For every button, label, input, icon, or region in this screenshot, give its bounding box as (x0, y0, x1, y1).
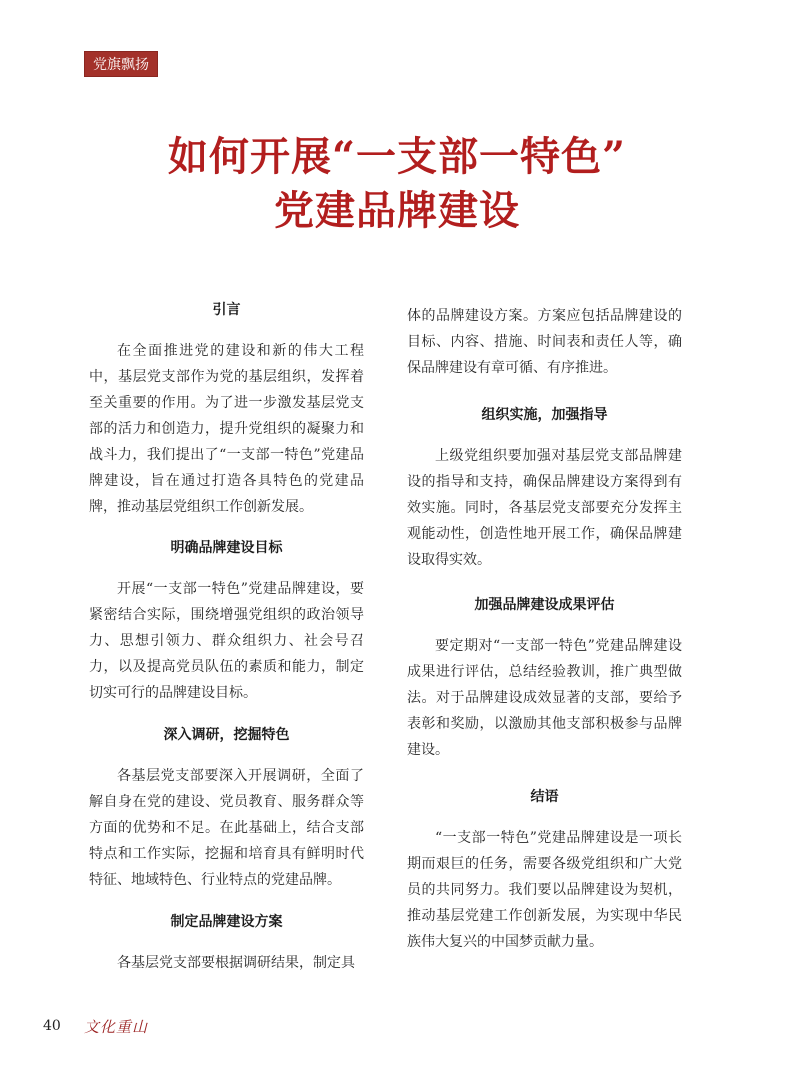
magazine-logo: 文化重山 (84, 1018, 149, 1036)
right-column (407, 303, 682, 955)
research-paragraph: 各基层党支部要深入开展调研，全面了解自身在党的建设、党员教育、服务群众等方面的优势和不足。在此基础上，结合支部特点和工作实际，挖掘和培育具有鲜明时代特征、地域特色、行业特点的党建品牌。 (89, 768, 364, 888)
research-heading: 深入调研，挖掘特色 (163, 727, 290, 743)
conclusion-paragraph: “一支部一特色”党建品牌建设是一项长期而艰巨的任务，需要各级党组织和广大党员的共同努力。我们要以品牌建设为契机，推动基层党建工作创新发展，为实现中华民族伟大复兴的中国梦贡献力量。 (407, 830, 682, 950)
plan-paragraph-start: 各基层党支部要根据调研结果，制定具 (117, 955, 355, 971)
intro-heading: 引言 (212, 302, 241, 318)
conclusion-heading: 结语 (530, 789, 559, 805)
implement-paragraph: 上级党组织要加强对基层党支部品牌建设的指导和支持，确保品牌建设方案得到有效实施。同时，各基层党支部要充分发挥主观能动性，创造性地开展工作，确保品牌建设取得实效。 (407, 448, 682, 568)
goal-heading: 明确品牌建设目标 (170, 540, 283, 556)
left-column (89, 298, 364, 976)
plan-heading: 制定品牌建设方案 (170, 914, 283, 930)
goal-paragraph: 开展“一支部一特色”党建品牌建设，要紧密结合实际，围绕增强党组织的政治领导力、思想引领力、群众组织力、社会号召力，以及提高党员队伍的素质和能力，制定切实可行的品牌建设目标。 (89, 581, 364, 701)
evaluate-paragraph: 要定期对“一支部一特色”党建品牌建设成果进行评估，总结经验教训，推广典型做法。对于品牌建设成效显著的支部，要给予表彰和奖励，以激励其他支部积极参与品牌建设。 (407, 638, 682, 758)
page-number: 40 (43, 1018, 61, 1034)
page-title-line1: 如何开展“一支部一特色” (167, 133, 626, 180)
section-tag: 党旗飘扬 (84, 51, 158, 77)
plan-paragraph-continued: 体的品牌建设方案。方案应包括品牌建设的目标、内容、措施、时间表和责任人等，确保品牌建设有章可循、有序推进。 (407, 308, 682, 376)
page-title-line2: 党建品牌建设 (274, 187, 520, 234)
intro-paragraph: 在全面推进党的建设和新的伟大工程中，基层党支部作为党的基层组织，发挥着至关重要的作用。为了进一步激发基层党支部的活力和创造力，提升党组织的凝聚力和战斗力，我们提出了“一支部一特色”党建品牌建设，旨在通过打造各具特色的党建品牌，推动基层党组织工作创新发展。 (89, 343, 364, 515)
implement-heading: 组织实施，加强指导 (481, 407, 608, 423)
evaluate-heading: 加强品牌建设成果评估 (474, 597, 615, 613)
